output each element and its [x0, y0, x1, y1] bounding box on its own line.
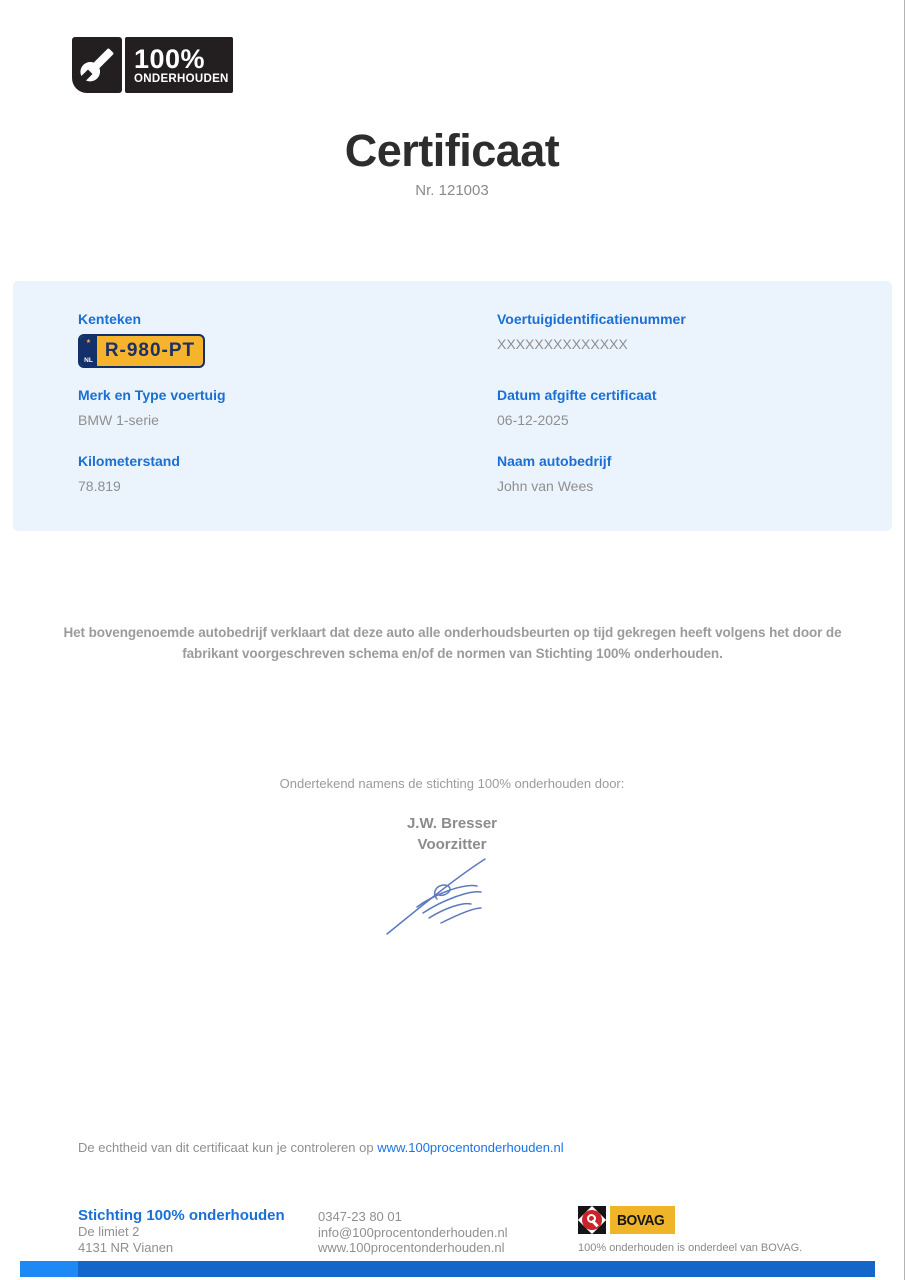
verification-link[interactable]: www.100procentonderhouden.nl: [377, 1140, 564, 1155]
field-label: Voertuigidentificatienummer: [497, 311, 686, 327]
eu-stars-icon: ★: [85, 339, 92, 345]
brand-name: ONDERHOUDEN: [134, 72, 229, 85]
field-label: Kilometerstand: [78, 453, 180, 469]
vehicle-details-panel: [13, 281, 892, 531]
brand-wordmark: [125, 37, 233, 93]
field-naam-autobedrijf: [497, 453, 611, 494]
field-value: 78.819: [78, 478, 121, 494]
bovag-emblem-icon: [578, 1206, 606, 1234]
license-plate-number: R-980-PT: [104, 340, 196, 361]
organisation-name: Stichting 100% onderhouden: [78, 1207, 285, 1224]
verification-text: De echtheid van dit certificaat kun je controleren op: [78, 1140, 374, 1155]
organisation-address-line1: De limiet 2: [78, 1224, 140, 1239]
bovag-caption: 100% onderhouden is onderdeel van BOVAG.: [578, 1242, 803, 1254]
country-code: NL: [84, 357, 93, 364]
organisation-address-line2: 4131 NR Vianen: [78, 1239, 174, 1255]
signatory-name: J.W. Bresser: [406, 815, 498, 832]
brand-logo: [72, 37, 233, 93]
signature-icon: [383, 855, 518, 942]
field-kilometerstand: [78, 453, 180, 494]
bovag-logo: [578, 1206, 675, 1234]
field-label: Merk en Type voertuig: [78, 387, 226, 403]
footer-contact: [318, 1209, 508, 1256]
bottom-bar-light: [20, 1261, 78, 1277]
bottom-bar-dark: [78, 1261, 875, 1277]
field-label: Kenteken: [78, 311, 142, 327]
field-value: 06-12-2025: [497, 412, 569, 428]
field-datum-afgifte: [497, 387, 656, 428]
field-label: Datum afgifte certificaat: [497, 387, 657, 403]
bovag-label: BOVAG: [617, 1211, 665, 1229]
contact-phone: 0347-23 80 01: [318, 1209, 402, 1224]
field-label: Naam autobedrijf: [497, 453, 612, 469]
license-plate: [78, 334, 205, 368]
contact-email: info@100procentonderhouden.nl: [318, 1224, 508, 1240]
signature-intro: Ondertekend namens de stichting 100% onderhouden door:: [279, 776, 625, 791]
field-vin: [497, 311, 686, 352]
page-title: Certificaat: [344, 125, 560, 176]
footer-organisation: [78, 1207, 285, 1255]
signatory-role: Voorzitter: [417, 836, 487, 853]
field-value: BMW 1-serie: [78, 412, 159, 428]
certificate-number: Nr. 121003: [415, 182, 489, 199]
field-merk-type: [78, 387, 226, 428]
wrench-icon: [72, 37, 122, 93]
contact-website: www.100procentonderhouden.nl: [318, 1240, 505, 1255]
license-plate-eu-strip: [80, 336, 97, 366]
verification-line: [78, 1140, 564, 1155]
field-value: John van Wees: [497, 478, 594, 494]
field-kenteken: [78, 311, 205, 368]
bovag-wordmark: [610, 1206, 675, 1234]
field-value: XXXXXXXXXXXXXX: [497, 336, 628, 352]
brand-percent: 100%: [134, 43, 206, 74]
declaration-statement: Het bovengenoemde autobedrijf verklaart dat deze auto alle onderhoudsbeurten op tijd gekregen heeft volgens het door de fabrikant voorgeschreven schema en/of de normen van Stichting 100% onderhouden.: [63, 625, 842, 661]
